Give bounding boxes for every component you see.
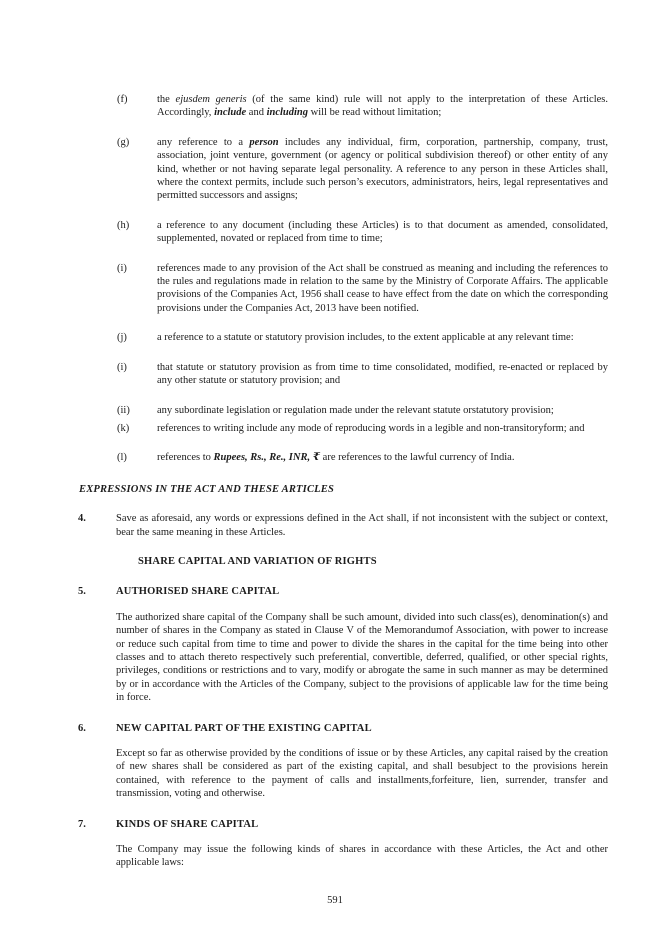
clause-h <box>117 219 608 246</box>
text-run: (of the same kind) rule will not apply to the interpretation of these Articles. Accordingly, <box>157 94 609 119</box>
clause-f-text <box>157 93 608 120</box>
text-run: will be read without limitation; <box>308 107 442 119</box>
clause-i <box>117 262 608 316</box>
text-run: ejusdem generis <box>175 94 247 105</box>
clause-g <box>117 136 608 203</box>
article-5-heading-label: 5. <box>78 586 86 598</box>
text-run: person <box>249 136 279 148</box>
article-5-heading <box>78 585 608 598</box>
text-run: that statute or statutory provision as from time to time consolidated, modified, re-enacted or replaced by any other statute or statutory provision; and <box>157 361 608 387</box>
clause-f-label: (f) <box>117 94 128 105</box>
article-7-heading-label: 7. <box>78 818 86 830</box>
clause-k-label: (k) <box>117 422 130 434</box>
heading-share-capital <box>138 555 608 568</box>
text-run: SHARE CAPITAL AND VARIATION OF RIGHTS <box>138 555 377 567</box>
article-6-heading <box>78 722 608 735</box>
clause-j <box>117 331 608 344</box>
article-7-heading-text <box>116 818 608 831</box>
text-run: including <box>266 107 309 119</box>
text-run: Except so far as otherwise provided by the conditions of issue or by these Articles, any capital raised by the creation of new shares shall be considered as part of the existing capital, and shall besubject to the provisions herein contained, with reference to the payment of calls and installments,forfeiture, lien, surrender, transfer and transmission, voting and otherwise. <box>116 748 608 800</box>
heading-expressions <box>79 483 608 496</box>
article-4-text <box>116 512 608 539</box>
text-run: include <box>214 107 247 119</box>
text-run: includes any individual, firm, corporation, partnership, company, trust, association, joint venture, government (or agency or political subdivision thereof) or other entity of any kind, whether or not having separate legal personality. A reference to any person in these Articles shall, where the context permits, include such person’s executors, administrators, heirs, legal representatives and permitted successors and assigns; <box>157 136 608 202</box>
text-run: any reference to a <box>157 136 250 148</box>
clause-j-label: (j) <box>117 332 127 344</box>
clause-k <box>117 422 608 435</box>
text-run: NEW CAPITAL PART OF THE EXISTING CAPITAL <box>116 722 372 734</box>
clause-j-i-text <box>157 361 608 388</box>
clause-i-label: (i) <box>117 262 127 274</box>
document-body <box>62 93 608 870</box>
text-run: KINDS OF SHARE CAPITAL <box>116 818 259 830</box>
clause-l-label: (l) <box>117 452 127 464</box>
text-run: a reference to any document (including these Articles) is to that document as amended, consolidated, supplemented, novated or replaced from time to time; <box>157 219 608 245</box>
article-4-label: 4. <box>78 513 86 525</box>
page-number: 591 <box>327 895 343 906</box>
text-run: AUTHORISED SHARE CAPITAL <box>116 586 280 598</box>
text-run: are references to the lawful currency of India. <box>320 452 515 464</box>
text-run: Rupees, Rs., Re., INR, ₹ <box>213 452 321 464</box>
clause-l-text <box>157 451 608 464</box>
clause-i-text <box>157 262 608 316</box>
article-6-heading-text <box>116 722 608 735</box>
article-5-heading-text <box>116 585 608 598</box>
clause-k-text <box>157 422 608 435</box>
text-run: The Company may issue the following kinds of shares in accordance with these Articles, the Act and other applicable laws: <box>116 844 608 869</box>
article-5-body <box>116 611 608 705</box>
text-run: and <box>246 107 267 119</box>
text-run: references to writing include any mode of reproducing words in a legible and non-transitoryform; and <box>157 422 585 434</box>
clause-g-text <box>157 136 608 203</box>
clause-j-i <box>117 361 608 388</box>
clause-f <box>117 93 608 120</box>
page-footer <box>0 894 670 907</box>
text-run: references to <box>157 452 214 464</box>
text-run: Save as aforesaid, any words or expressions defined in the Act shall, if not inconsistent with the subject or context, bear the same meaning in these Articles. <box>116 513 608 538</box>
article-7-body <box>116 843 608 870</box>
text-run: a reference to a statute or statutory provision includes, to the extent applicable at any relevant time: <box>157 332 574 344</box>
clause-h-text <box>157 219 608 246</box>
clause-h-label: (h) <box>117 219 130 231</box>
clause-j-text <box>157 331 608 344</box>
clause-j-i-label: (i) <box>117 361 127 373</box>
clause-g-label: (g) <box>117 136 130 148</box>
text-run: EXPRESSIONS IN THE ACT AND THESE ARTICLES <box>79 483 335 495</box>
clause-l <box>117 451 608 464</box>
clause-j-ii <box>117 404 608 417</box>
article-4 <box>78 512 608 539</box>
clause-j-ii-text <box>157 404 608 417</box>
article-6-body <box>116 747 608 801</box>
article-7-heading <box>78 818 608 831</box>
clause-j-ii-label: (ii) <box>117 404 130 416</box>
article-6-heading-label: 6. <box>78 722 86 734</box>
text-run: any subordinate legislation or regulation made under the relevant statute orstatutory provision; <box>157 404 554 416</box>
text-run: the <box>157 94 176 105</box>
text-run: references made to any provision of the Act shall be construed as meaning and including the references to the rules and regulations made in relation to the same by the Ministry of Corporate Affairs. The applicable provisions of the Companies Act, 1956 shall cease to have effect from the date on which the corresponding provisions under the Companies Act, 2013 have been notified. <box>157 262 608 314</box>
text-run: The authorized share capital of the Company shall be such amount, divided into such class(es), denomination(s) and number of shares in the Company as stated in Clause V of the Memorandumof Association, with power to increase or reduce such capital from time to time and power to divide the shares in the capital for the time being into other classes and to attach thereto respectively such preferential, convertible, deferred, qualified, or other special rights, privileges, conditions or restrictions and to vary, modify or abrogate the same in such manner as may be determined by or in accordance with the Articles of the Company, subject to the provisions of applicable law for the time being in force. <box>116 611 608 704</box>
